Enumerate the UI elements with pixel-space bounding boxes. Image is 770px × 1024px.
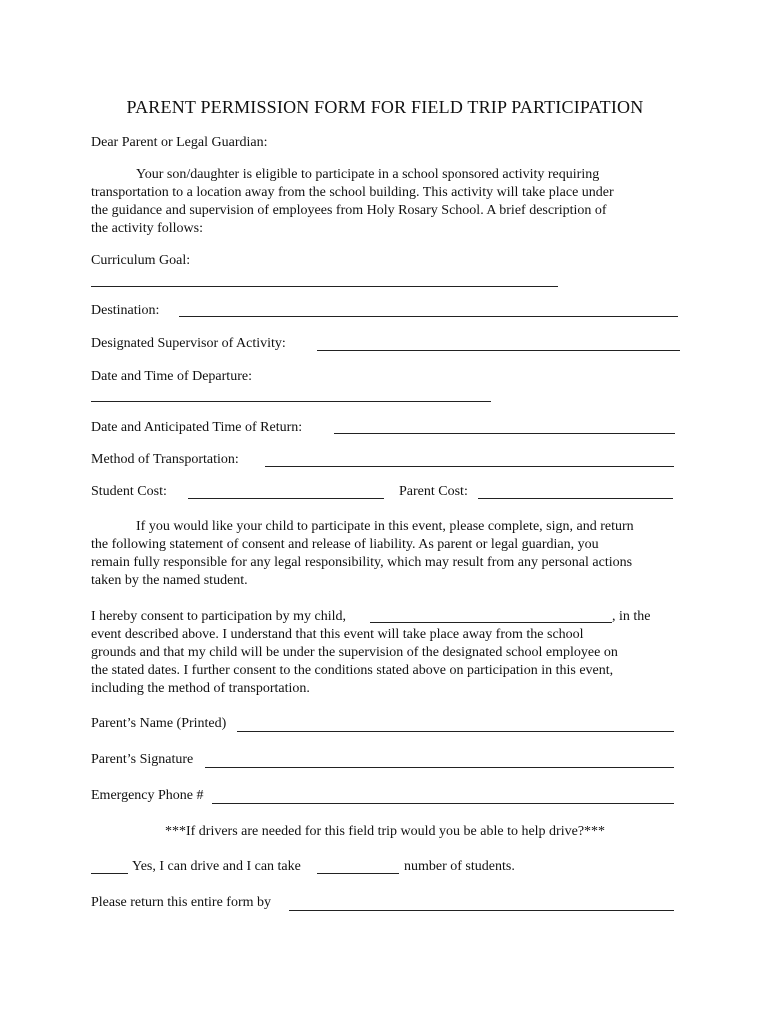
curriculum-goal-label: Curriculum Goal:: [91, 253, 191, 268]
destination-line[interactable]: [179, 316, 678, 317]
student-cost-label: Student Cost:: [91, 484, 167, 499]
return-label: Date and Anticipated Time of Return:: [91, 420, 303, 435]
drive-yes-line[interactable]: [91, 873, 128, 874]
consent-intro-paragraph: If you would like your child to participate in this event, please complete, sign, and return the following statement of consent and release of liability. As parent or legal guardian, you remain fully responsible for any legal responsibility, which may result from any personal actions taken by the named student.: [91, 519, 634, 588]
departure-line[interactable]: [91, 401, 491, 402]
parent-name-line[interactable]: [237, 731, 674, 732]
intro-paragraph: Your son/daughter is eligible to participate in a school sponsored activity requiring transportation to a location away from the school building. This activity will take place under the guidance and supervision of employees from Holy Rosary School. A brief description of the activity follows:: [91, 167, 614, 236]
transportation-line[interactable]: [265, 466, 674, 467]
child-name-line[interactable]: [370, 622, 612, 623]
parent-signature-line[interactable]: [205, 767, 674, 768]
drive-offer-text1: Yes, I can drive and I can take: [132, 859, 301, 874]
drive-offer-text2: number of students.: [404, 859, 515, 874]
salutation: Dear Parent or Legal Guardian:: [91, 135, 268, 150]
supervisor-line[interactable]: [317, 350, 680, 351]
return-line[interactable]: [334, 433, 675, 434]
consent-statement-body: event described above. I understand that this event will take place away from the school grounds and that my child will be under the supervision of the designated school employee on the stated dates. I further consent to the conditions stated above on participation in this event, including the method of transportation.: [91, 627, 618, 696]
transportation-label: Method of Transportation:: [91, 452, 239, 467]
parent-cost-line[interactable]: [478, 498, 673, 499]
consent-statement-prefix: I hereby consent to participation by my child,: [91, 609, 347, 624]
supervisor-label: Designated Supervisor of Activity:: [91, 336, 286, 351]
consent-statement-suffix: , in the: [612, 609, 651, 624]
student-cost-line[interactable]: [188, 498, 384, 499]
parent-name-label: Parent’s Name (Printed): [91, 716, 227, 731]
destination-label: Destination:: [91, 303, 160, 318]
parent-signature-label: Parent’s Signature: [91, 752, 194, 767]
departure-label: Date and Time of Departure:: [91, 369, 252, 384]
return-by-label: Please return this entire form by: [91, 895, 272, 910]
number-of-students-line[interactable]: [317, 873, 399, 874]
curriculum-goal-line[interactable]: [91, 286, 558, 287]
return-by-line[interactable]: [289, 910, 674, 911]
parent-cost-label: Parent Cost:: [399, 484, 468, 499]
emergency-phone-label: Emergency Phone #: [91, 788, 204, 803]
form-title: PARENT PERMISSION FORM FOR FIELD TRIP PARTICIPATION: [126, 97, 644, 117]
emergency-phone-line[interactable]: [212, 803, 674, 804]
drivers-question: ***If drivers are needed for this field trip would you be able to help drive?***: [164, 824, 606, 839]
